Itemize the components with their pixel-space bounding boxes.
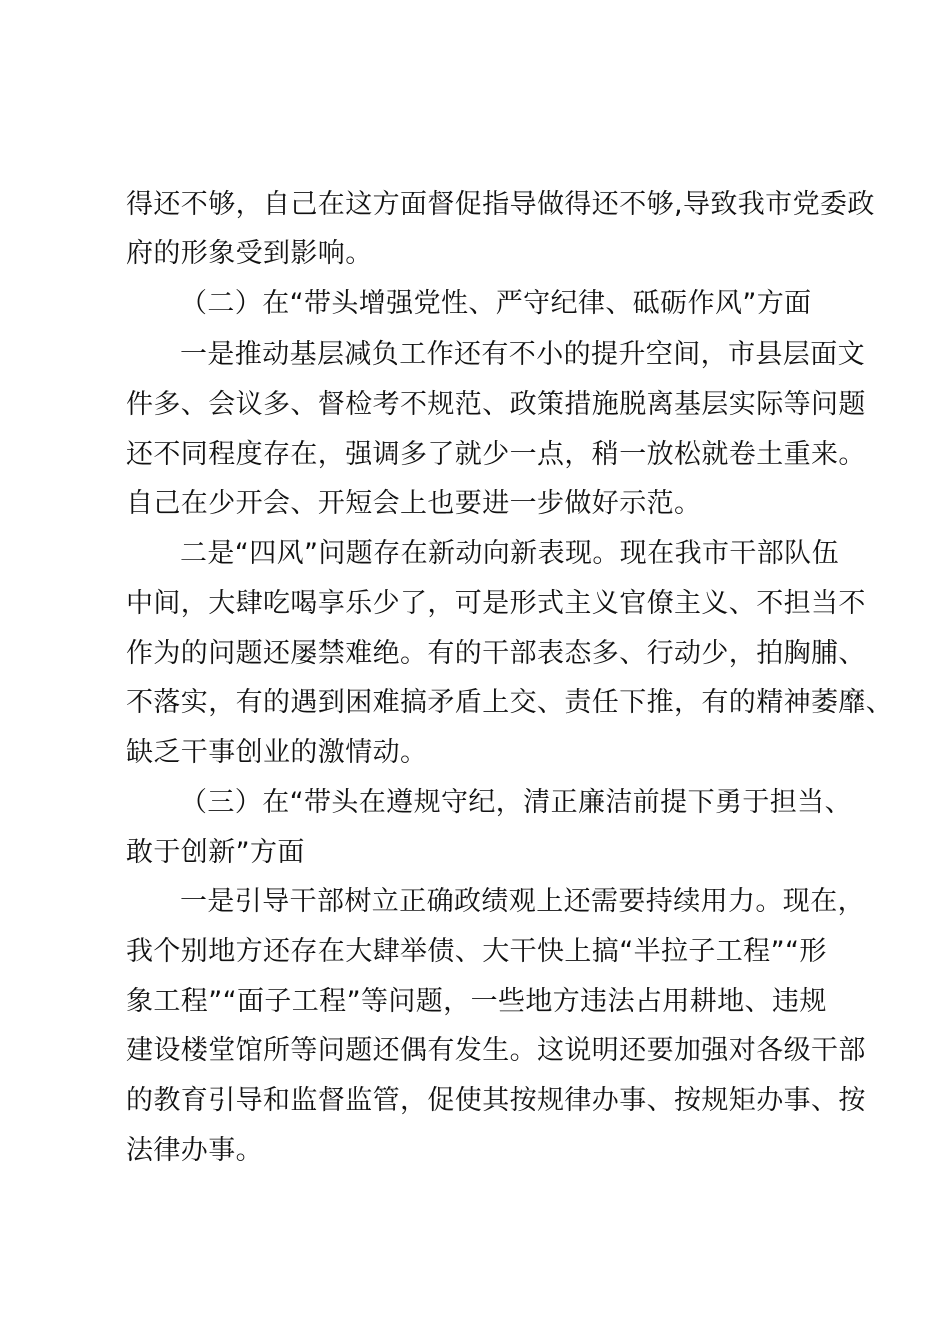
text-line: 的教育引导和监督监管，促使其按规律办事、按规矩办事、按 xyxy=(126,1085,866,1116)
text-line: 不落实，有的遇到困难搞矛盾上交、责任下推，有的精神萎靡、 xyxy=(126,687,894,718)
text-line: 府的形象受到影响。 xyxy=(126,238,373,269)
text-line: 二是“四风”问题存在新动向新表现。现在我市干部队伍 xyxy=(180,538,839,569)
text-line: 作为的问题还屡禁难绝。有的干部表态多、行动少，拍胸脯、 xyxy=(126,638,866,669)
text-line: 象工程”“面子工程”等问题，一些地方违法占用耕地、违规 xyxy=(126,986,827,1017)
text-line: 自己在少开会、开短会上也要进一步做好示范。 xyxy=(126,488,702,519)
section-heading: （三）在“带头在遵规守纪，清正廉洁前提下勇于担当、 xyxy=(180,787,852,818)
section-heading: （二）在“带头增强党性、严守纪律、砥砺作风”方面 xyxy=(180,288,812,319)
text-line: 缺乏干事创业的激情动。 xyxy=(126,737,428,768)
text-line: 中间，大肆吃喝享乐少了，可是形式主义官僚主义、不担当不 xyxy=(126,588,866,619)
text-line: 一是推动基层减负工作还有不小的提升空间，市县层面文 xyxy=(180,339,865,370)
text-line: 建设楼堂馆所等问题还偶有发生。这说明还要加强对各级干部 xyxy=(126,1035,866,1066)
text-line: 件多、会议多、督检考不规范、政策措施脱离基层实际等问题 xyxy=(126,389,866,420)
text-line: 还不同程度存在，强调多了就少一点，稍一放松就卷土重来。 xyxy=(126,439,866,470)
text-line: 一是引导干部树立正确政绩观上还需要持续用力。现在， xyxy=(180,886,865,917)
section-heading-continued: 敢于创新”方面 xyxy=(126,837,305,868)
text-line: 我个别地方还存在大肆举债、大干快上搞“半拉子工程”“形 xyxy=(126,936,827,967)
text-line: 法律办事。 xyxy=(126,1135,263,1166)
text-line: 得还不够，自己在这方面督促指导做得还不够,导致我市党委政 xyxy=(126,189,875,220)
